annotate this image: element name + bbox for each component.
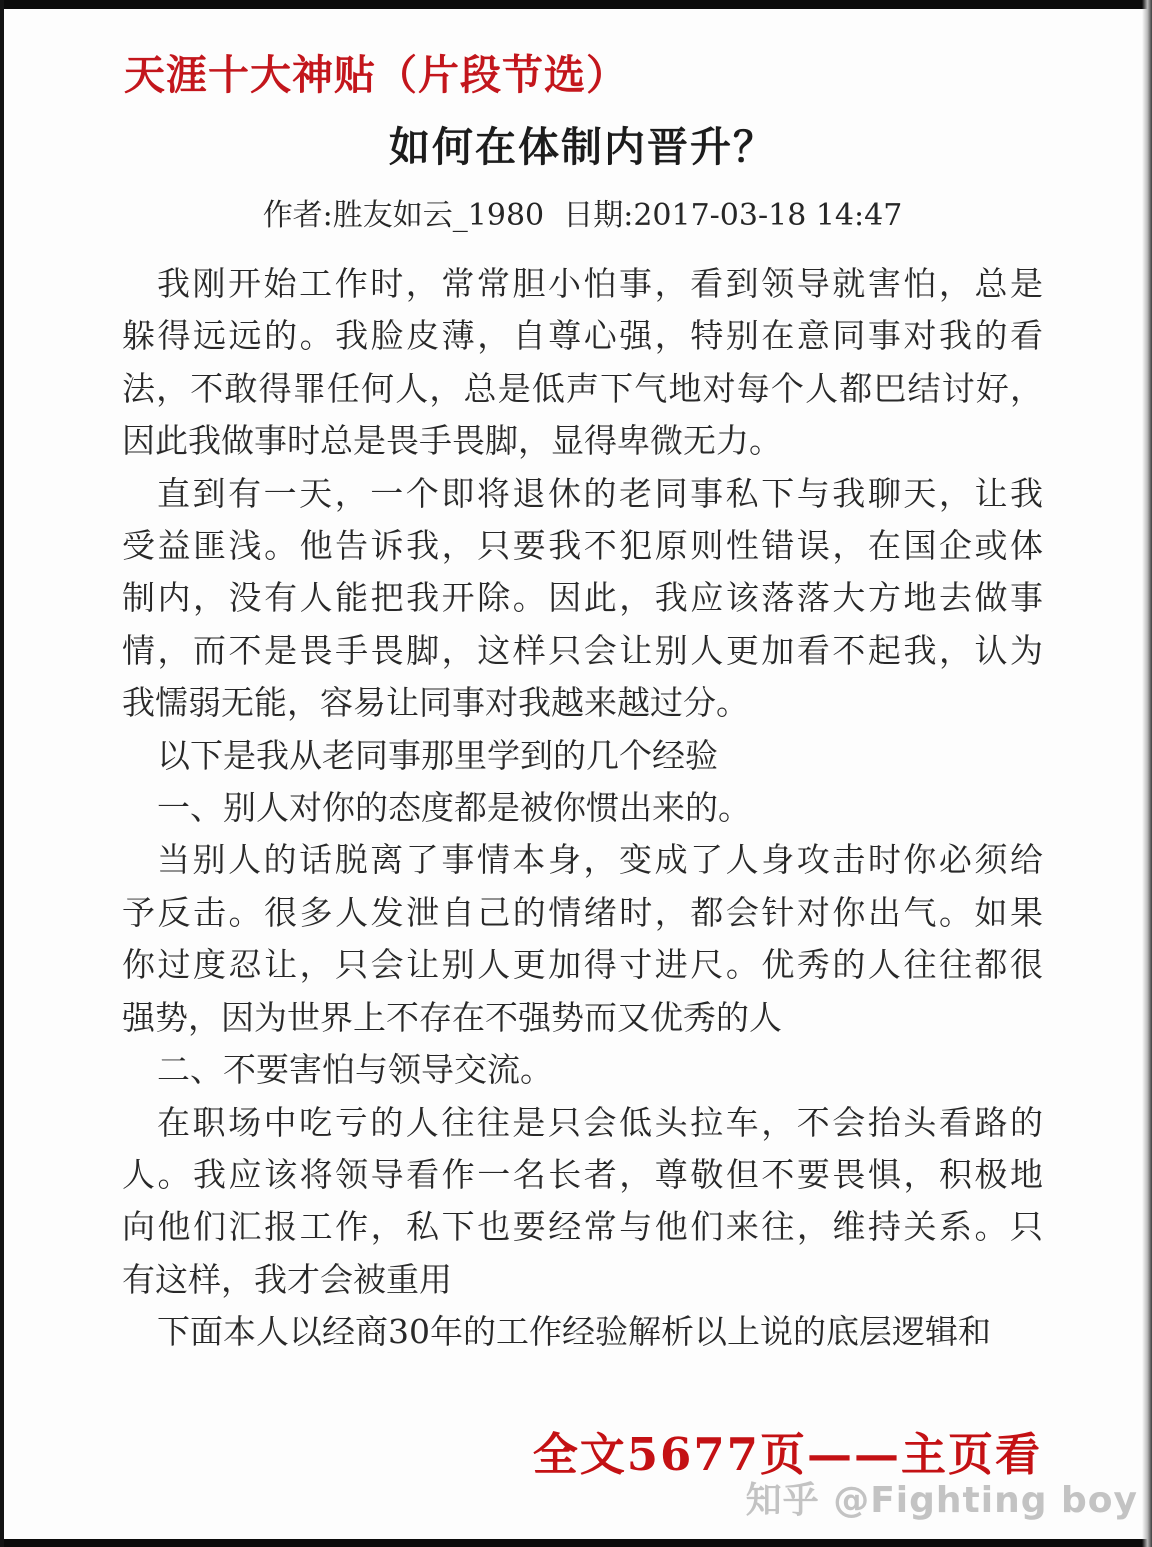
paragraph [122, 782, 1043, 834]
footer-note: 全文5677页——主页看 [532, 1428, 1042, 1481]
article-body [122, 258, 1043, 1359]
paragraph-line: 直到有一天，一个即将退休的老同事私下与我聊天，让我 [157, 473, 1043, 513]
paragraph [122, 258, 1043, 468]
paragraph-line: 予反击。很多人发泄自己的情绪时，都会针对你出气。如果 [122, 892, 1043, 932]
photo-edge-bottom [0, 1539, 1152, 1547]
paragraph-line: 强势，因为世界上不存在不强势而又优秀的人 [122, 997, 782, 1037]
zhihu-watermark: 知乎 @Fighting boy [745, 1480, 1138, 1521]
paragraph [122, 1306, 1043, 1358]
paragraph-line: 情，而不是畏手畏脚，这样只会让别人更加看不起我，认为 [122, 630, 1043, 670]
paragraph-line: 受益匪浅。他告诉我，只要我不犯原则性错误，在国企或体 [122, 526, 1043, 566]
paragraph-line: 在职场中吃亏的人往往是只会低头拉车，不会抬头看路的 [157, 1102, 1043, 1142]
series-heading: 天涯十大神贴（片段节选） [124, 51, 628, 99]
photo-edge-left [0, 0, 4, 1547]
paragraph [122, 1097, 1043, 1307]
paragraph-line: 你过度忍让，只会让别人更加得寸进尺。优秀的人往往都很 [122, 945, 1043, 985]
paragraph-line: 我懦弱无能，容易让同事对我越来越过分。 [122, 683, 749, 723]
paragraph-line: 下面本人以经商30年的工作经验解析以上说的底层逻辑和 [157, 1312, 991, 1352]
photo-edge-right [1142, 0, 1152, 1547]
paragraph-line: 二、不要害怕与领导交流。 [157, 1050, 553, 1090]
paragraph-line: 一、别人对你的态度都是被你惯出来的。 [157, 788, 751, 828]
paragraph-line: 制内，没有人能把我开除。因此，我应该落落大方地去做事 [122, 578, 1043, 618]
paragraph-line: 有这样，我才会被重用 [122, 1259, 452, 1299]
byline: 作者:胜友如云_1980 日期:2017-03-18 14:47 [262, 198, 903, 233]
paragraph [122, 1044, 1043, 1096]
paragraph [122, 730, 1043, 782]
paragraph-line: 当别人的话脱离了事情本身，变成了人身攻击时你必须给 [157, 840, 1043, 880]
paragraph-line: 我刚开始工作时，常常胆小怕事，看到领导就害怕，总是 [157, 264, 1043, 303]
paragraph-line: 向他们汇报工作，私下也要经常与他们来往，维持关系。只 [122, 1207, 1043, 1247]
paragraph [122, 468, 1043, 730]
paragraph-line: 人。我应该将领导看作一名长者，尊敬但不要畏惧，积极地 [122, 1154, 1043, 1194]
paragraph-line: 以下是我从老同事那里学到的几个经验 [157, 735, 718, 775]
paragraph-line: 因此我做事时总是畏手畏脚，显得卑微无力。 [122, 421, 782, 461]
photo-edge-top [0, 0, 1152, 9]
paragraph [122, 834, 1043, 1044]
page-title: 如何在体制内晋升？ [389, 123, 776, 171]
paragraph-line: 法，不敢得罪任何人，总是低声下气地对每个人都巴结讨好， [122, 368, 1043, 408]
paragraph-line: 躲得远远的。我脸皮薄，自尊心强，特别在意同事对我的看 [122, 316, 1043, 356]
